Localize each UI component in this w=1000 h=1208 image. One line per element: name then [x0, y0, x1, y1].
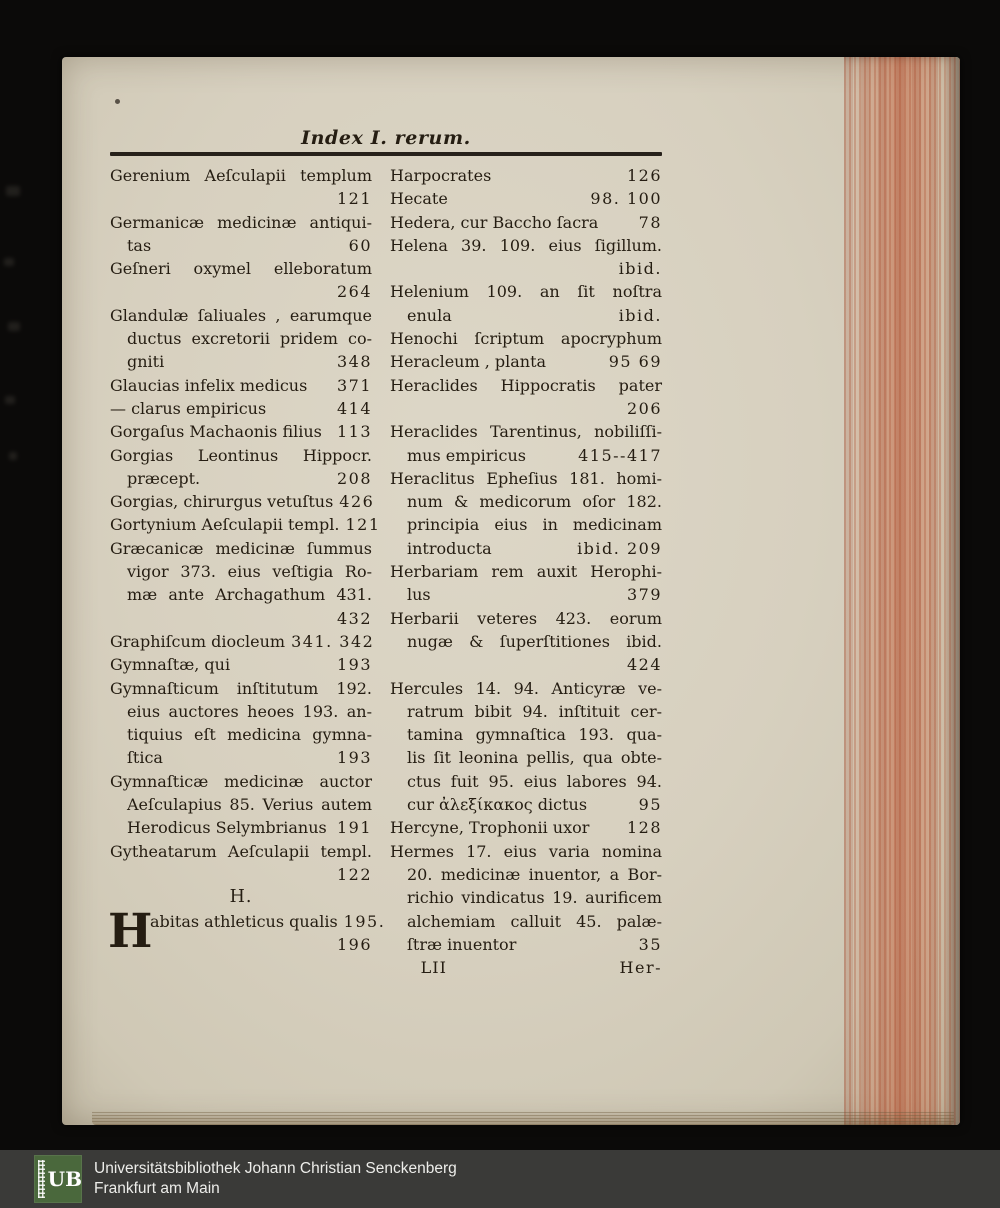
entry-text: enula	[407, 305, 452, 325]
index-line	[390, 607, 662, 630]
index-line	[110, 583, 372, 606]
entry-text: ctus fuit 95. eius labores 94.	[407, 771, 662, 791]
entry-text: Gymnaſticum inſtitutum 192.	[110, 678, 372, 698]
index-line	[110, 723, 372, 746]
page-number: 35	[638, 934, 662, 954]
entry-text: LII	[420, 958, 447, 978]
entry-text: richio vindicatus 19. aurificem	[407, 888, 662, 908]
book-fore-edge	[844, 57, 960, 1125]
entry-text: nugæ & ſuperſtitiones ibid.	[407, 631, 662, 651]
entry-text: ratrum bibit 94. inſtituit cer-	[407, 701, 662, 721]
page-number: 415--417	[578, 445, 662, 465]
entry-text: Græcanicæ medicinæ ſummus	[110, 538, 372, 558]
page-number: ibid.	[618, 305, 662, 325]
entry-text: Herbariam rem auxit Herophi-	[390, 562, 662, 582]
margin-smudge	[6, 186, 20, 196]
book-bottom-edge	[92, 1111, 954, 1125]
page-number: 191	[336, 818, 372, 838]
entry-text: Hercyne, Trophonii uxor	[390, 818, 590, 838]
page-number: 264	[336, 282, 372, 302]
index-line	[110, 863, 372, 886]
index-line	[390, 956, 662, 979]
book-page-scan	[62, 57, 960, 1125]
page-number: 414	[336, 398, 372, 418]
entry-text: num & medicorum oſor 182.	[407, 492, 662, 512]
index-line	[110, 187, 372, 210]
entry-text: præcept.	[127, 468, 201, 488]
page-number: ibid. 209	[577, 538, 662, 558]
entry-text: Gortynium Aeſculapii templ.	[110, 515, 340, 535]
page-number: 341. 342	[291, 631, 375, 651]
page-number: 371	[336, 375, 372, 395]
page-number: 426	[339, 492, 375, 512]
entry-text: tas	[127, 235, 152, 255]
page-number: 121	[345, 515, 381, 535]
index-line	[390, 374, 662, 397]
entry-text: Hercules 14. 94. Anticyræ ve-	[390, 678, 662, 698]
index-line	[390, 653, 662, 676]
index-line	[110, 816, 372, 839]
index-line	[390, 723, 662, 746]
index-line	[390, 583, 662, 606]
index-line	[110, 350, 372, 373]
index-line	[390, 397, 662, 420]
page-number: 348	[336, 352, 372, 372]
entry-text: mus empiricus	[407, 445, 527, 465]
index-line	[390, 257, 662, 280]
entry-text: Hermes 17. eius varia nomina	[390, 841, 662, 861]
ub-logo-text: UB	[47, 1167, 82, 1191]
index-line	[390, 211, 662, 234]
ink-speck	[115, 99, 120, 104]
index-line	[390, 304, 662, 327]
index-line	[110, 537, 372, 560]
index-line	[390, 467, 662, 490]
index-line	[390, 280, 662, 303]
index-line	[390, 164, 662, 187]
entry-text: Gymnaſticæ medicinæ auctor	[110, 771, 372, 791]
margin-smudge	[9, 452, 17, 460]
page-number: 121	[336, 189, 372, 209]
index-line	[110, 211, 372, 234]
ub-logo	[34, 1155, 82, 1203]
index-line	[110, 770, 372, 793]
library-footer-bar	[0, 1150, 1000, 1208]
index-line	[110, 630, 375, 653]
index-line	[110, 653, 372, 676]
entry-text: Gerenium Aeſculapii templum	[110, 166, 372, 185]
index-line	[110, 280, 372, 303]
index-columns	[110, 164, 662, 979]
entry-text: Gorgaſus Machaonis filius	[110, 422, 322, 442]
index-line	[390, 886, 662, 909]
entry-text: ſtica	[127, 748, 163, 768]
page-number: 193	[336, 748, 372, 768]
drop-cap: H	[108, 903, 153, 959]
entry-text: Herbarii veteres 423. eorum	[390, 608, 662, 628]
index-line	[390, 700, 662, 723]
entry-text: — clarus empiricus	[110, 398, 267, 418]
entry-text: gniti	[127, 352, 165, 372]
entry-text: abitas athleticus qualis	[150, 911, 338, 931]
entry-text: alchemiam calluit 45. palæ-	[407, 911, 662, 931]
index-text-block	[110, 127, 662, 979]
index-line	[110, 374, 372, 397]
index-line	[390, 560, 662, 583]
page-header: Index I. rerum.	[301, 127, 471, 149]
index-line	[390, 816, 662, 839]
page-number: 193	[336, 655, 372, 675]
entry-text: Heraclides Tarentinus, nobiliſſi-	[390, 422, 662, 442]
index-line	[390, 234, 662, 257]
page-number: 196	[336, 934, 372, 954]
page-number: Her-	[619, 958, 662, 978]
entry-text: lus	[407, 585, 431, 605]
page-number: 126	[626, 166, 662, 185]
entry-text: vigor 373. eius veſtigia Ro-	[127, 562, 372, 582]
page-number: 379	[626, 585, 662, 605]
index-line	[110, 513, 381, 536]
entry-text: Graphiſcum diocleum	[110, 631, 286, 651]
page-number: 208	[336, 468, 372, 488]
index-line	[110, 467, 372, 490]
entry-text: Herodicus Selymbrianus	[127, 818, 327, 838]
index-line	[390, 513, 662, 536]
entry-text: Harpocrates	[390, 166, 492, 185]
entry-text: introducta	[407, 538, 492, 558]
entry-text: 20. medicinæ inuentor, a Bor-	[407, 864, 662, 884]
index-line	[110, 700, 372, 723]
index-line	[110, 793, 372, 816]
index-line	[390, 793, 662, 816]
page-number: 95	[638, 795, 662, 815]
entry-text: Glandulæ ſaliuales , earumque	[110, 305, 372, 325]
index-line	[390, 910, 662, 933]
entry-text: eius auctores heoes 193. an-	[127, 701, 372, 721]
entry-text: Gorgias, chirurgus vetuſtus	[110, 492, 334, 512]
index-line	[110, 420, 372, 443]
entry-text: lis ſit leonina pellis, qua obte-	[407, 748, 662, 768]
entry-text: tiquius eſt medicina gymna-	[127, 725, 372, 745]
header-rule	[110, 152, 662, 156]
index-line	[390, 863, 662, 886]
ub-logo-pattern-icon	[38, 1160, 45, 1198]
page-number: 195.	[343, 911, 386, 931]
index-line	[390, 677, 662, 700]
index-line	[110, 444, 372, 467]
index-line	[110, 607, 372, 630]
index-line	[390, 420, 662, 443]
index-line	[110, 560, 372, 583]
index-line	[110, 304, 372, 327]
entry-text: Aeſculapius 85. Verius autem	[127, 795, 372, 815]
entry-text: Hedera, cur Baccho ſacra	[390, 212, 599, 232]
index-line	[390, 537, 662, 560]
margin-smudge	[4, 258, 14, 266]
entry-text: Helenium 109. an ſit noſtra	[390, 282, 662, 302]
index-line	[390, 490, 662, 513]
page-number: 128	[626, 818, 662, 838]
entry-text: Heraclitus Epheſius 181. homi-	[390, 468, 662, 488]
index-line	[390, 746, 662, 769]
page-number: 98. 100	[590, 189, 662, 209]
entry-text: mæ ante Archagathum 431.	[127, 585, 372, 605]
index-line	[110, 677, 372, 700]
entry-text: ſtræ inuentor	[407, 934, 517, 954]
entry-text: Gorgias Leontinus Hippocr.	[110, 445, 372, 465]
margin-smudge	[8, 322, 20, 331]
page-number: 60	[348, 235, 372, 255]
page-number: ibid.	[618, 259, 662, 279]
index-line	[110, 746, 372, 769]
index-line	[110, 257, 372, 280]
entry-text: Glaucias infelix medicus	[110, 375, 308, 395]
entry-text: H.	[229, 887, 253, 908]
entry-text: Gytheatarum Aeſculapii templ.	[110, 841, 372, 861]
entry-text: Henochi ſcriptum apocryphum	[390, 329, 662, 349]
entry-text: Germanicæ medicinæ antiqui-	[110, 212, 372, 232]
page-number: 424	[626, 655, 662, 675]
entry-text: ductus excretorii pridem co-	[127, 329, 372, 349]
index-line	[390, 444, 662, 467]
page-number: 206	[626, 398, 662, 418]
index-line	[390, 350, 662, 373]
index-line	[390, 933, 662, 956]
index-line	[110, 327, 372, 350]
index-line	[110, 164, 372, 187]
library-location: Frankfurt am Main	[94, 1180, 220, 1197]
page-number: 78	[638, 212, 662, 232]
index-line	[390, 840, 662, 863]
entry-text: Heracleum , planta	[390, 352, 547, 372]
index-line	[390, 770, 662, 793]
index-line	[110, 840, 372, 863]
index-line	[390, 630, 662, 653]
entry-text: Gymnaſtæ, qui	[110, 655, 231, 675]
left-column	[108, 164, 386, 979]
library-attribution	[94, 1159, 457, 1199]
page-number: 95 69	[608, 352, 662, 372]
page-number: 113	[336, 422, 372, 442]
entry-text: Helena 39. 109. eius ſigillum.	[390, 235, 662, 255]
right-column	[390, 164, 662, 979]
entry-text: Geſneri oxymel elleboratum	[110, 259, 372, 279]
index-line	[110, 397, 372, 420]
entry-text: Hecate	[390, 189, 448, 209]
index-line	[110, 234, 372, 257]
entry-text: principia eius in medicinam	[407, 515, 662, 535]
library-name: Universitätsbibliothek Johann Christian Senckenberg	[94, 1160, 457, 1177]
entry-text: tamina gymnaſtica 193. qua-	[407, 725, 662, 745]
index-line	[390, 327, 662, 350]
page-number: 432	[336, 608, 372, 628]
index-line	[110, 490, 375, 513]
margin-smudge	[5, 396, 15, 404]
index-line	[390, 187, 662, 210]
entry-text: cur ἀλεξίκακος dictus	[407, 795, 588, 815]
page-number: 122	[336, 864, 372, 884]
entry-text: Heraclides Hippocratis pater	[390, 375, 662, 395]
